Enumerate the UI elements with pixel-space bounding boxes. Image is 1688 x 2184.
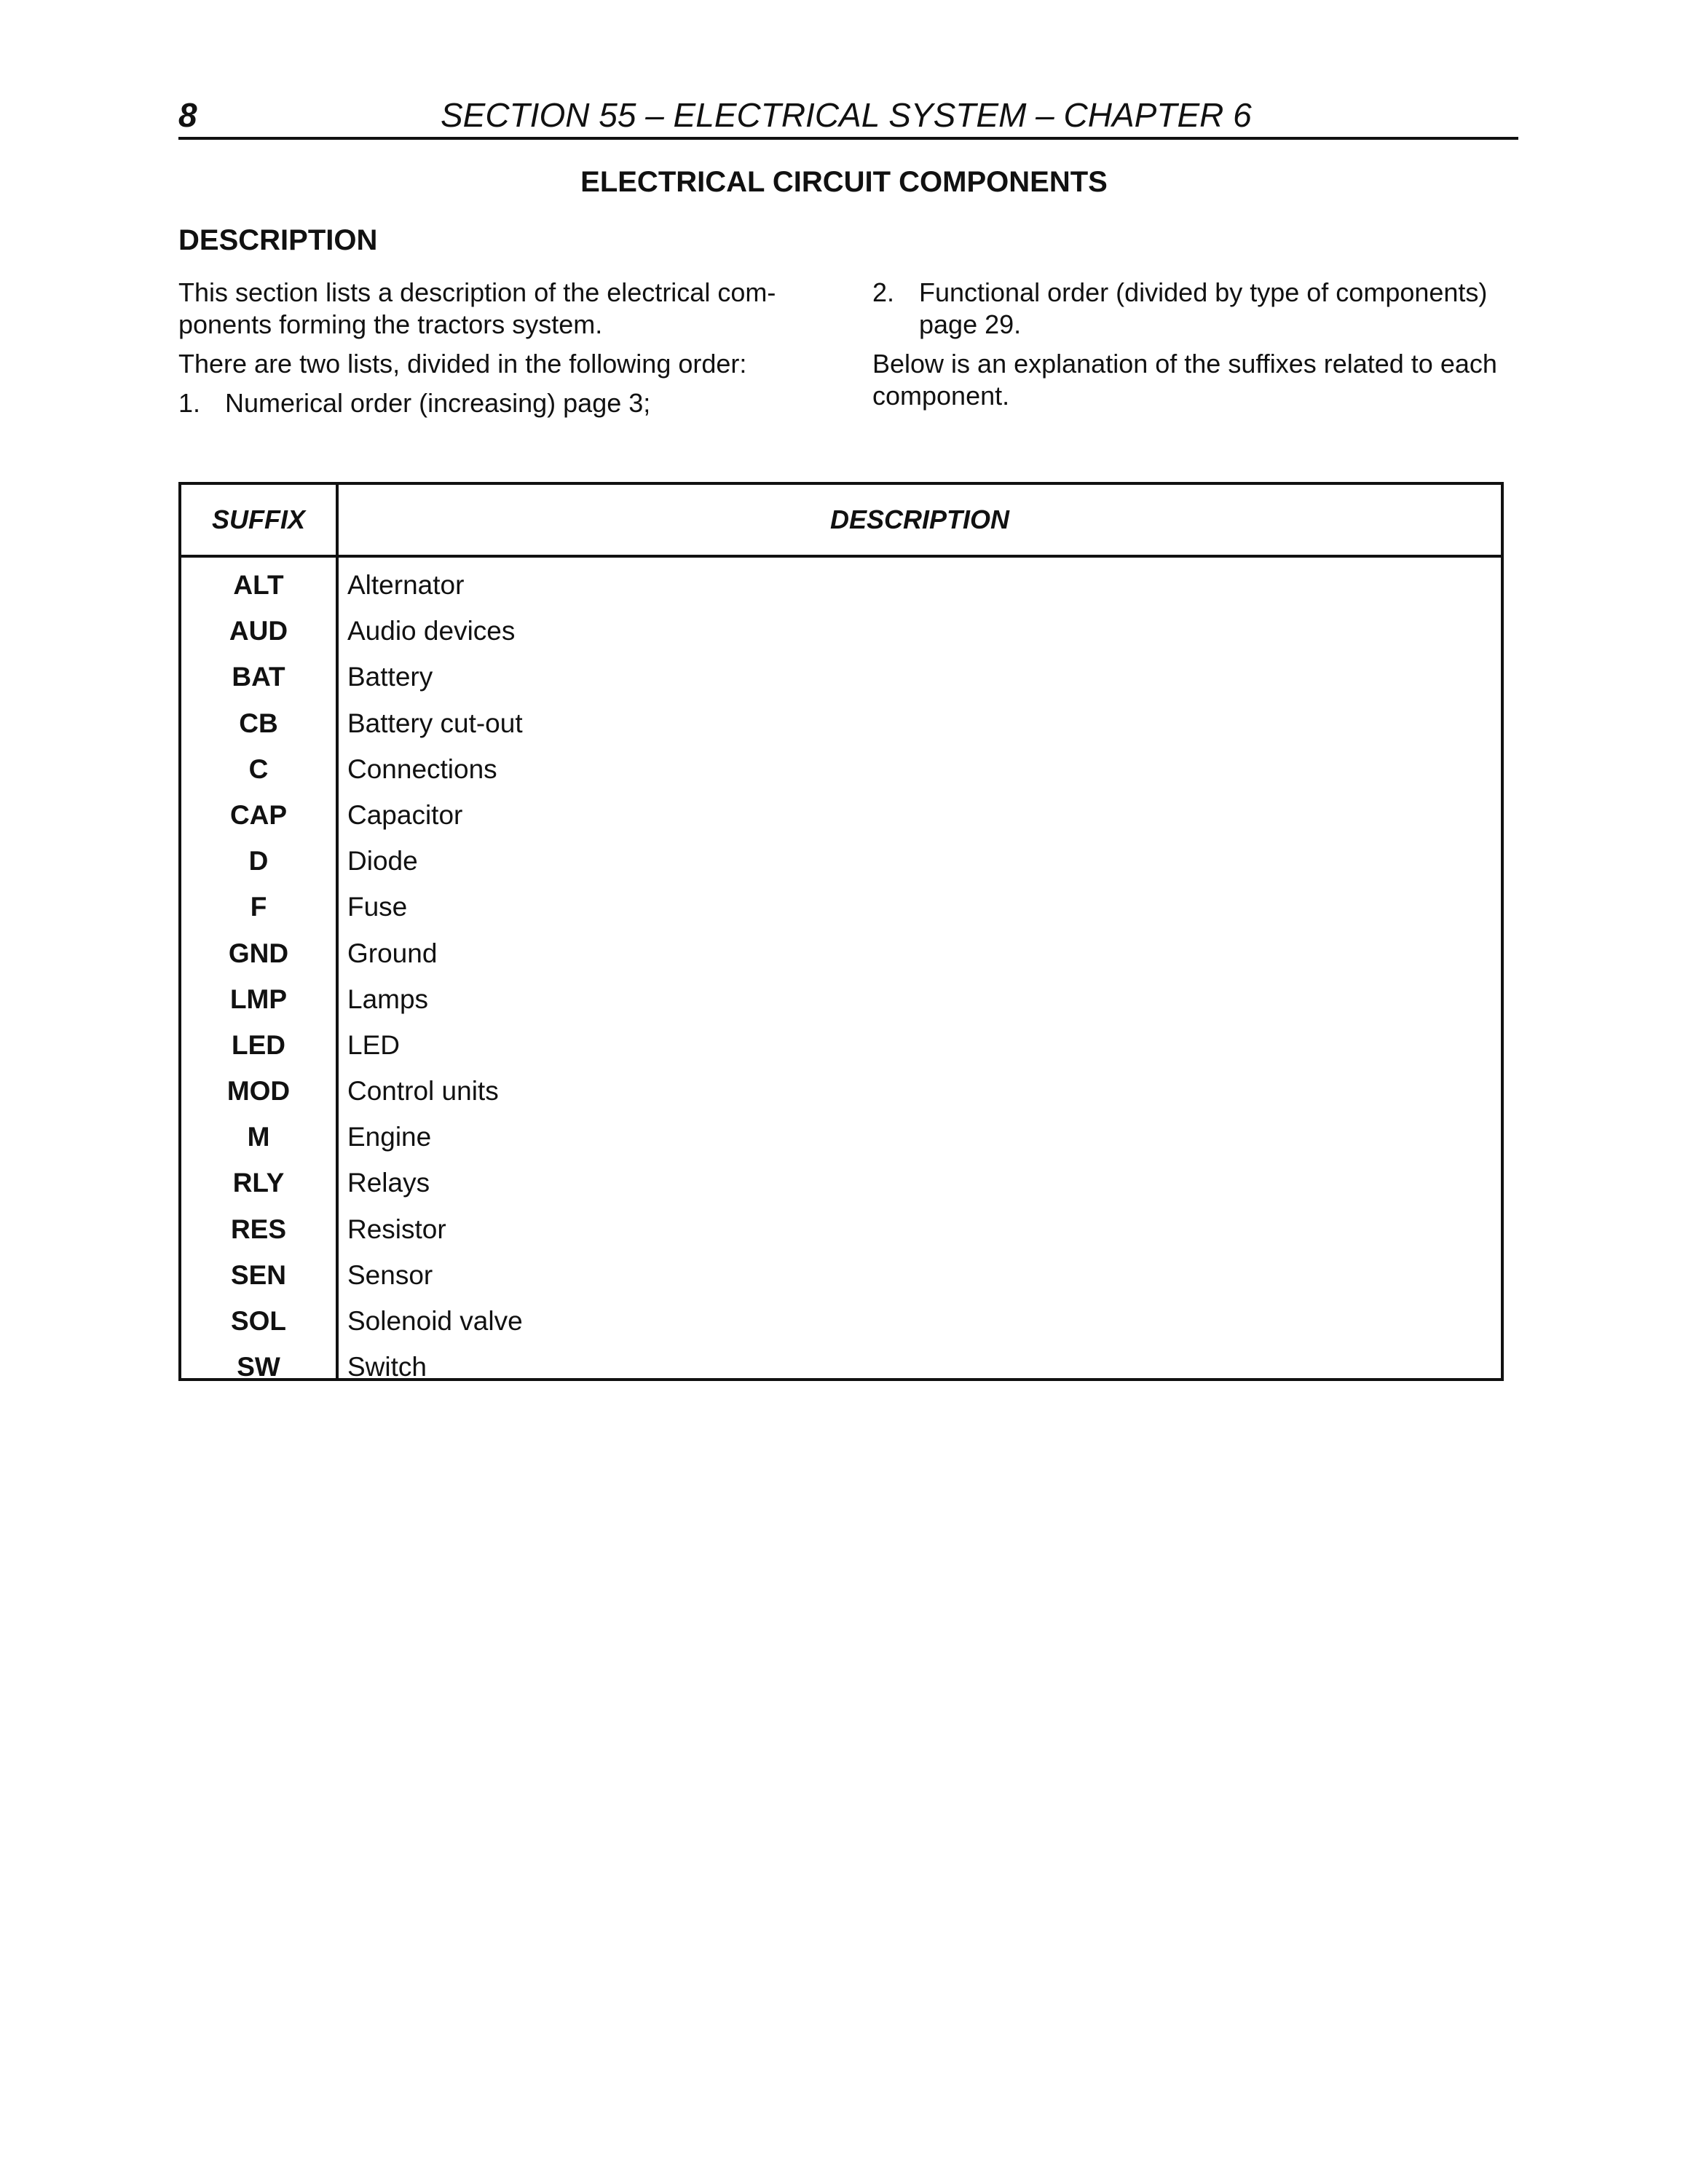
table-row [181, 838, 1501, 884]
table-row [181, 1344, 1501, 1390]
header-description: DESCRIPTION [829, 505, 1010, 534]
suffix-cell: SW [237, 1352, 280, 1382]
table-row [181, 654, 1501, 700]
suffix-explanation-paragraph: Below is an explanation of the suffixes related to each component. [872, 349, 1497, 411]
description-cell: Switch [347, 1352, 427, 1382]
suffix-cell: RES [230, 1214, 287, 1244]
suffix-cell: CAP [229, 799, 288, 830]
table-row [181, 1160, 1501, 1206]
suffix-cell: F [250, 892, 267, 922]
list-text: Functional order (divided by type of components) page 29. [919, 277, 1488, 339]
table-row [181, 1298, 1501, 1344]
suffix-table [178, 482, 1504, 1381]
header-suffix: SUFFIX [211, 505, 305, 534]
table-body [181, 562, 1501, 1390]
table-row [181, 976, 1501, 1022]
table-row [181, 700, 1501, 746]
suffix-cell: C [248, 753, 269, 784]
suffix-cell: SOL [230, 1306, 287, 1336]
description-cell: Lamps [347, 984, 429, 1014]
section-title: SECTION 55 – ELECTRICAL SYSTEM – CHAPTER 6 [441, 96, 1252, 134]
suffix-cell: MOD [226, 1076, 291, 1107]
table-row [181, 562, 1501, 608]
description-cell: Relays [347, 1168, 430, 1198]
description-cell: Solenoid valve [347, 1306, 523, 1336]
table-row [181, 1114, 1501, 1160]
description-cell: Capacitor [347, 799, 463, 830]
list-text: Numerical order (increasing) page 3; [225, 388, 651, 418]
intro-paragraph: This section lists a description of the electrical com-ponents forming the tractors system. [178, 277, 776, 339]
suffix-cell: SEN [230, 1259, 287, 1290]
suffix-cell: LMP [229, 984, 288, 1014]
list-item-functional [872, 277, 1513, 341]
table-row [181, 1252, 1501, 1298]
description-right-column [872, 277, 1513, 419]
description-cell: Engine [347, 1122, 432, 1152]
table-header [181, 485, 1501, 558]
description-left-column [178, 277, 819, 427]
suffix-cell: D [248, 846, 269, 877]
list-number: 2. [872, 277, 895, 307]
table-row [181, 792, 1501, 838]
suffix-cell: RLY [232, 1168, 285, 1198]
page-number: 8 [178, 96, 197, 134]
table-row [181, 1022, 1501, 1068]
description-cell: Audio devices [347, 616, 516, 646]
description-cell: LED [347, 1029, 400, 1060]
description-cell: Alternator [347, 570, 465, 600]
description-heading: DESCRIPTION [178, 224, 378, 256]
suffix-cell: AUD [229, 616, 288, 646]
description-cell: Battery cut-out [347, 708, 523, 738]
lists-paragraph: There are two lists, divided in the following order: [178, 349, 747, 379]
suffix-cell: LED [232, 1029, 285, 1060]
suffix-cell: M [247, 1122, 270, 1152]
table-row [181, 930, 1501, 976]
suffix-cell: GND [228, 938, 289, 968]
suffix-cell: ALT [233, 570, 284, 600]
list-item-numerical [178, 387, 819, 419]
description-cell: Diode [347, 846, 418, 877]
page-header [178, 93, 1518, 140]
table-row [181, 1206, 1501, 1252]
table-row [181, 608, 1501, 654]
list-number: 1. [178, 388, 201, 418]
description-cell: Resistor [347, 1214, 446, 1244]
description-cell: Sensor [347, 1259, 433, 1290]
description-cell: Fuse [347, 892, 408, 922]
table-row [181, 884, 1501, 930]
table-row [181, 1068, 1501, 1114]
description-cell: Connections [347, 753, 497, 784]
suffix-cell: BAT [232, 662, 285, 692]
description-cell: Ground [347, 938, 438, 968]
page-title: ELECTRICAL CIRCUIT COMPONENTS [580, 166, 1108, 198]
description-cell: Control units [347, 1076, 499, 1107]
suffix-cell: CB [239, 708, 278, 738]
description-cell: Battery [347, 662, 433, 692]
table-row [181, 746, 1501, 792]
